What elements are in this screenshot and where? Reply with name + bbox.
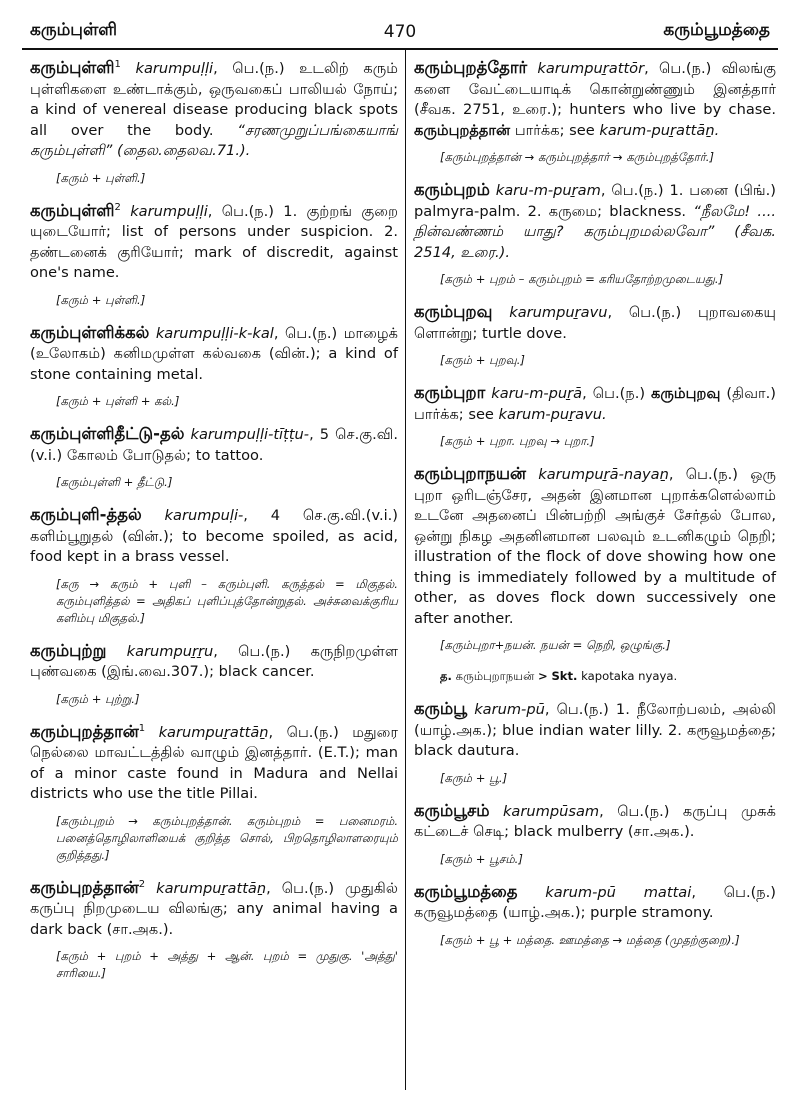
etymology: [கரு → கரும் + புளி – கரும்புளி. கருத்தல் = மிகுதல். கரும்புளித்தல் = அதிகப் புளிப்புத்தோன்றுதல். அச்சுவைக்குரிய களிம்பு மிகுதல்.]: [56, 576, 398, 625]
etymology: [கரும் + புற்று.]: [56, 691, 140, 706]
cross-reference[interactable]: கரும்புறத்தான்: [414, 121, 511, 139]
dictionary-entry: கரும்புறத்தான்$^2$ karumpuṟattāṉ, பெ.(ந.) முதுகில் கருப்பு நிறமுடைய விலங்கு; any animal having a dark back (சா.அக.). [கரும் + புறம் + அத்து + ஆன். புறம் = முதுகு. 'அத்து' சாரியை.]: [30, 877, 398, 980]
etymology: [கரும் + புறவு.]: [440, 353, 525, 367]
romanization: karumpuḷḷi: [130, 202, 208, 220]
romanization: karu-m-puṟam: [495, 182, 601, 199]
etymology: [கரும்புள்ளி + தீட்டு.]: [56, 475, 173, 489]
definition: , பெ.(ந.): [582, 385, 652, 402]
citation: “சரணமுறுப்பங்கையாங் கரும்புள்ளி” (தைல.தைலவ.71.).: [30, 121, 398, 159]
page-number: 470: [383, 22, 417, 42]
etymology: [கரும் + புறா. புறவு → புறா.]: [440, 434, 595, 448]
headword: கரும்புறாநயன்: [414, 464, 526, 483]
etymology: [கரும் + புறம் + அத்து + ஆன். புறம் = முதுகு. 'அத்து' சாரியை.]: [56, 949, 398, 980]
headword: கரும்புறத்தான்: [30, 721, 139, 741]
etymology: [கரும்புறா+நயன். நயன் = நெறி, ஒழுங்கு.]: [440, 638, 671, 652]
dictionary-entry: கரும்புள்ளி$^2$ karumpuḷḷi, பெ.(ந.) 1. குற்றங் குறை யுடையோர்; list of persons under suspicion. 2. தண்டனைக் குரியோர்; mark of discredit, against one's name. [கரும் + புள்ளி.]: [30, 200, 399, 307]
column-divider: [405, 50, 406, 1090]
etymology: [கரும் + புள்ளி + கல்.]: [56, 394, 180, 408]
romanization: karumpuḷi-: [164, 507, 244, 524]
romanization: karumpuṟattōr: [537, 60, 645, 77]
dictionary-entry: [414, 801, 776, 868]
dictionary-entry: [30, 424, 398, 491]
definition: , பெ.(ந.) கருவூமத்தை (யாழ்.அக.); purple stramony.: [414, 883, 776, 921]
definition: , பெ.(ந.) முதுகில் கருப்பு நிறமுடைய விலங்கு; any animal having a dark back (சா.அக.).: [30, 879, 398, 938]
etymology: [கரும் + பூசம்.]: [440, 851, 523, 866]
definition: , பெ.(ந.) விலங்கு களை வேட்டையாடிக் கொன்றுண்ணும் இனத்தார் (சீவக. 2751, உரை.); hunters who live by chase.: [414, 60, 776, 118]
headword: கரும்பூமத்தை: [414, 881, 518, 901]
definition: , 4 செ.கு.வி.(v.i.) களிம்பூறுதல் (வின்.); to become spoiled, as acid, food kept in a brass vessel.: [30, 507, 398, 565]
romanization: karumpuṟattāṉ: [158, 723, 269, 741]
headword: கரும்பூ: [414, 699, 468, 718]
definition: , பெ.(ந.) 1. நீலோற்பலம், அல்லி (யாழ்.அக.); blue indian water lilly. 2. கரூவூமத்தை; black dautura.: [414, 701, 776, 759]
dictionary-entry: கரும்புள்ளி$^1$ karumpuḷḷi, பெ.(ந.) உடலிற் கரும் புள்ளிகளை உண்டாக்கும், ஒருவகைப் பாலியல் நோய்; a kind of venereal disease producing black spots all over the body. “சரணமுறுப்பங்கையாங் கரும்புள்ளி” (தைல.தைலவ.71.). [கரும் + புள்ளி.]: [30, 58, 399, 185]
page-header: [0, 0, 800, 48]
dictionary-entry: [414, 464, 776, 685]
headword: கரும்புள்ளிதீட்டு-தல்: [30, 424, 185, 443]
dictionary-entry: [30, 505, 398, 627]
right-column: [414, 58, 776, 963]
left-column: [30, 58, 398, 996]
definition: , பெ.(ந.) 1. குற்றங் குறை யுடையோர்; list of persons under suspicion. 2. தண்டனைக் குரியோர்; mark of discredit, against one's name.: [30, 202, 399, 281]
definition: , 5 செ.கு.வி. (v.i.) கோலம் போடுதல்; to tattoo.: [30, 426, 399, 464]
romanization: karumpūsam: [502, 802, 600, 820]
dictionary-entry: [414, 699, 776, 787]
dictionary-entry: [414, 882, 776, 949]
headword: கரும்புள்ளி: [30, 58, 115, 77]
headword: கரும்புள்ளி: [30, 200, 115, 220]
romanization: karumpuṟattāṉ: [156, 879, 267, 897]
romanization: karumpuṟavu: [509, 304, 608, 321]
definition: , பெ.(ந.) ஒரு புறா ஒரிடஞ்சேர, அதன் இனமான புறாக்களெல்லாம் உடனே அதனைப் பின்பற்றி அங்குச் சேர்தல் போல, ஒன்று நிகழ அதனினமான பலவும் உடனிகழும் நெறி; illustration of the flock of dove showing how one thing is immediately followed by a multitude of other, as doves flock down successively one after another.: [414, 466, 776, 627]
definition: , பெ.(ந.) உடலிற் கரும் புள்ளிகளை உண்டாக்கும், ஒருவகைப் பாலியல் நோய்; a kind of venereal disease producing black spots all over the body.: [30, 60, 399, 139]
header-rule: [22, 48, 778, 50]
cross-reference[interactable]: கரும்புறவு: [651, 385, 721, 402]
sanskrit-note: த. கரும்புறாநயன் > Skt. kapotaka nyaya.: [440, 669, 678, 683]
headword: கரும்பூசம்: [414, 800, 490, 820]
romanization: karumpuṟṟu: [126, 642, 214, 660]
dictionary-entry: [414, 302, 776, 369]
definition: , பெ.(ந.) மாழைக் (உலோகம்) கனிமமுள்ள கல்வகை (வின்.); a kind of stone containing metal.: [30, 324, 398, 383]
definition: , பெ.(ந.) புறாவகையு ளொன்று; turtle dove.: [414, 304, 776, 342]
definition: , பெ.(ந.) மதுரை நெல்லை மாவட்டத்தில் வாழும் இனத்தார். (E.T.); man of a minor caste found in Madura and Nellai districts who use the title Pillai.: [30, 723, 399, 802]
etymology: [கரும் + புள்ளி.]: [56, 170, 146, 185]
headword: கரும்புறத்தோர்: [414, 58, 528, 77]
headword: கரும்புறவு: [414, 302, 493, 321]
etymology: [கரும் + புறம் – கரும்புறம் = கரியதோற்றமுடையது.]: [440, 272, 724, 286]
etymology: [கரும்புறத்தான் → கரும்புறத்தார் → கரும்புறத்தோர்.]: [440, 150, 714, 164]
headword: கரும்புளி-த்தல்: [30, 505, 142, 524]
cross-reference-roman: karum-puṟattāṉ.: [599, 121, 720, 139]
romanization: karumpuḷḷi: [135, 60, 214, 77]
headword: கரும்புறத்தான்: [30, 877, 139, 897]
dictionary-entry: கரும்புறத்தோர் karumpuṟattōr, பெ.(ந.) விலங்கு களை வேட்டையாடிக் கொன்றுண்ணும் இனத்தார் (சீவக. 2751, உரை.); hunters who live by chase. கரும்புறத்தான் பார்க்க; see karum-puṟattāṉ. [கரும்புறத்தான் → கரும்புறத்தார் → கரும்புறத்தோர்.]: [414, 58, 776, 164]
headword: கரும்புள்ளிக்கல்: [30, 322, 150, 342]
dictionary-entry: [414, 180, 776, 288]
definition: , பெ.(ந.) 1. பனை (பிங்.) palmyra-palm. 2. கருமை; blackness.: [414, 182, 777, 220]
definition: , பெ.(ந.) கருப்பு முசுக் கட்டைச் செடி; black mulberry (சா.அக.).: [414, 802, 776, 840]
dictionary-entry: கரும்புறத்தான்$^1$ karumpuṟattāṉ, பெ.(ந.) மதுரை நெல்லை மாவட்டத்தில் வாழும் இனத்தார். (E.T.); man of a minor caste found in Madura and Nellai districts who use the title Pillai. [கரும்புறம் → கரும்புறத்தான். கரும்புறம் = பனைமரம். பனைத்தொழிலாளியைக் குறித்த சொல், பிறதொழிலாளரையும் குறித்தது.]: [30, 721, 399, 862]
headword: கரும்புறா: [414, 383, 486, 402]
dictionary-entry: கரும்புறா karu-m-puṟā, பெ.(ந.) கரும்புறவு (திவா.) பார்க்க; see karum-puṟavu. [கரும் + புறா. புறவு → புறா.]: [414, 383, 777, 448]
etymology: [கரும் + பூ.]: [440, 770, 508, 785]
etymology: [கரும் + புள்ளி.]: [56, 292, 146, 307]
etymology: [கரும் + பூ + மத்தை. ஊமத்தை → மத்தை (முதற்குறை).]: [440, 932, 740, 947]
right-guide-word: கரும்பூமத்தை: [663, 20, 770, 40]
etymology: [கரும்புறம் → கரும்புறத்தான். கரும்புறம் = பனைமரம். பனைத்தொழிலாளியைக் குறித்த சொல், பிறதொழிலாளரையும் குறித்தது.]: [56, 813, 398, 862]
romanization: karu-m-puṟā: [491, 385, 583, 402]
dictionary-entry: [30, 641, 398, 708]
headword: கரும்புறம்: [414, 180, 490, 199]
romanization: karum-pū: [474, 701, 545, 718]
romanization: karumpuḷḷi-k-kal: [155, 324, 274, 342]
citation: “நீலமே! .... நின்வண்ணம் யாது? கரும்புறமல்லவோ” (சீவக. 2514, உரை.).: [414, 202, 776, 261]
headword: கரும்புற்று: [30, 640, 107, 660]
left-guide-word: கரும்புள்ளி: [30, 20, 118, 40]
definition: , பெ.(ந.) கருநிறமுள்ள புண்வகை (இங்.வை.307.); black cancer.: [30, 642, 399, 680]
romanization: karum-pū mattai: [545, 883, 692, 901]
romanization: karumpuṟā-nayaṉ: [538, 466, 669, 483]
romanization: karumpuḷḷi-tīṭṭu-: [190, 426, 310, 443]
cross-reference-roman: karum-puṟavu.: [498, 405, 607, 423]
dictionary-entry: [30, 323, 398, 411]
